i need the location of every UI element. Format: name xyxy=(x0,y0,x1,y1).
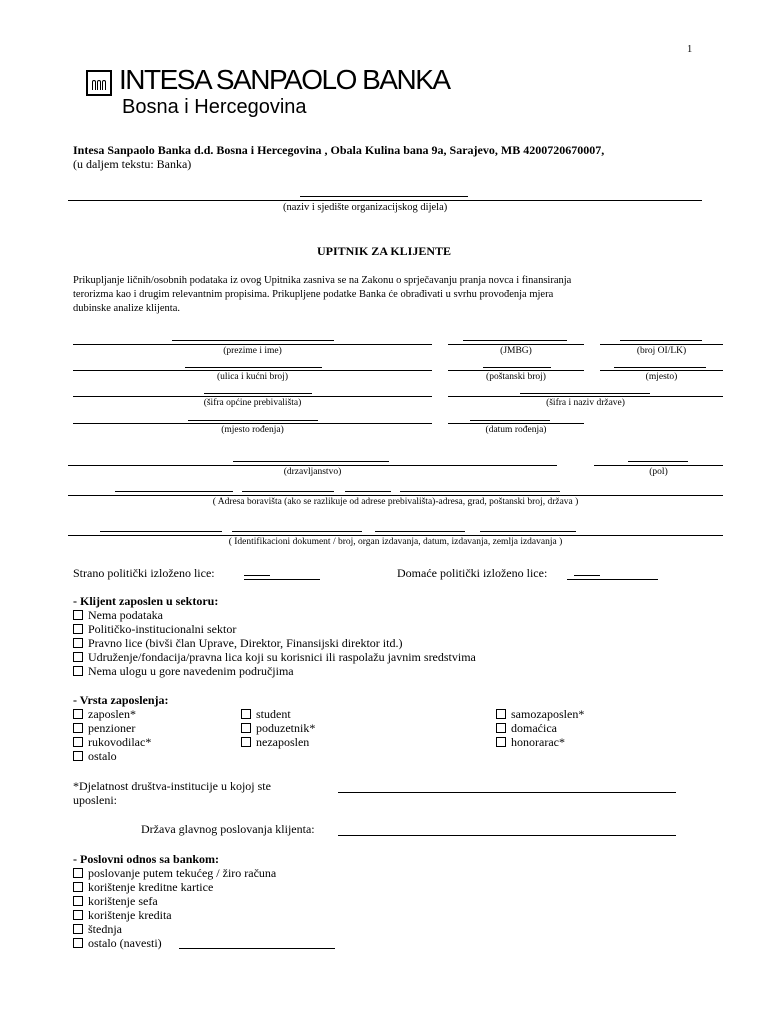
foreign-pep-label: Strano politički izloženo lice: xyxy=(73,566,215,580)
employment-option[interactable] xyxy=(241,735,309,750)
checkbox-icon[interactable] xyxy=(73,882,83,892)
sex-short-line xyxy=(628,461,688,462)
relations-other-field[interactable] xyxy=(179,948,335,949)
checkbox-icon[interactable] xyxy=(73,723,83,733)
checkbox-icon[interactable] xyxy=(241,723,251,733)
country-field[interactable] xyxy=(448,396,723,397)
checkbox-icon[interactable] xyxy=(73,751,83,761)
checkbox-icon[interactable] xyxy=(73,737,83,747)
residence-field[interactable] xyxy=(68,495,723,496)
sex-field[interactable] xyxy=(594,465,723,466)
org-unit-line[interactable] xyxy=(300,196,468,197)
activity-label-1: *Djelatnost društva-institucije u kojoj ste xyxy=(73,779,271,793)
arches-icon xyxy=(86,70,112,96)
employment-option-label: samozaposlen* xyxy=(511,707,585,721)
employment-option[interactable] xyxy=(241,707,291,722)
employment-option[interactable] xyxy=(241,721,315,736)
sector-heading: - Klijent zaposlen u sektoru: xyxy=(73,594,219,608)
identification-segment-1 xyxy=(100,531,222,532)
birthplace-short-line xyxy=(188,420,318,421)
sex-caption: (pol) xyxy=(649,467,668,477)
intro-line-3: dubinske analize klijenta. xyxy=(73,303,181,314)
checkbox-icon[interactable] xyxy=(241,737,251,747)
checkbox-icon[interactable] xyxy=(73,638,83,648)
employment-option-label: zaposlen* xyxy=(88,707,136,721)
citizenship-short-line xyxy=(233,461,389,462)
relations-option[interactable] xyxy=(73,880,213,895)
checkbox-icon[interactable] xyxy=(73,924,83,934)
identification-segment-4 xyxy=(480,531,576,532)
employment-heading: - Vrsta zaposlenja: xyxy=(73,693,169,707)
employment-option[interactable] xyxy=(496,735,565,750)
sector-option[interactable] xyxy=(73,622,236,637)
municipality-field[interactable] xyxy=(73,396,432,397)
sector-option-label: Udruženje/fondacija/pravna lica koji su korisnici ili raspolažu javnim sredstvima xyxy=(88,650,476,664)
employment-option-label: poduzetnik* xyxy=(256,721,316,735)
country-caption: (šifra i naziv države) xyxy=(546,398,625,408)
employment-option-label: rukovodilac* xyxy=(88,735,152,749)
logo-name: INTESA SANPAOLO BANKA xyxy=(119,64,450,95)
relations-other-label: ostalo (navesti) xyxy=(88,936,162,950)
employment-option[interactable] xyxy=(496,721,557,736)
birthdate-short-line xyxy=(470,420,550,421)
employment-option-label: penzioner xyxy=(88,721,136,735)
checkbox-icon[interactable] xyxy=(73,666,83,676)
place-field[interactable] xyxy=(600,370,723,371)
relations-option[interactable] xyxy=(73,922,122,937)
sector-option-label: Nema podataka xyxy=(88,608,163,622)
employment-option-label: ostalo xyxy=(88,749,117,763)
relations-option[interactable] xyxy=(73,908,172,923)
street-caption: (ulica i kućni broj) xyxy=(217,372,288,382)
checkbox-icon[interactable] xyxy=(73,610,83,620)
intro-line-2: terorizma kao i drugim relevantnim propisima. Prikupljene podatke Banka će obrađivati u svrhu provođenja mjera xyxy=(73,289,554,300)
activity-label-2: uposleni: xyxy=(73,793,117,807)
sector-option[interactable] xyxy=(73,636,402,651)
employment-option[interactable] xyxy=(73,707,136,722)
name-field[interactable] xyxy=(73,344,432,345)
place-caption: (mjesto) xyxy=(645,372,678,382)
employment-option-label: honorarac* xyxy=(511,735,565,749)
relations-option[interactable] xyxy=(73,894,158,909)
relations-option-label: korištenje sefa xyxy=(88,894,158,908)
page-title: UPITNIK ZA KLIJENTE xyxy=(316,244,452,258)
relations-option-label: štednja xyxy=(88,922,122,936)
residence-caption: ( Adresa boravišta (ako se razlikuje od adrese prebivališta)-adresa, grad, poštanski broj, država ) xyxy=(212,497,579,507)
sector-option[interactable] xyxy=(73,608,163,623)
citizenship-field[interactable] xyxy=(68,465,557,466)
jmbg-short-line xyxy=(463,340,567,341)
domestic-pep-short-line xyxy=(574,575,600,576)
id-number-field[interactable] xyxy=(600,344,723,345)
birthplace-caption: (mjesto rođenja) xyxy=(221,425,284,435)
place-short-line xyxy=(614,367,706,368)
checkbox-icon[interactable] xyxy=(73,868,83,878)
identification-field[interactable] xyxy=(68,535,723,536)
domestic-pep-label: Domaće politički izloženo lice: xyxy=(397,566,548,580)
bank-note: (u daljem tekstu: Banka) xyxy=(73,157,192,171)
checkbox-icon[interactable] xyxy=(73,652,83,662)
employment-option[interactable] xyxy=(496,707,584,722)
residence-segment-4 xyxy=(400,491,560,492)
id-number-caption: (broj OI/LK) xyxy=(636,346,687,356)
checkbox-icon[interactable] xyxy=(73,709,83,719)
checkbox-icon[interactable] xyxy=(241,709,251,719)
relations-option-label: korištenje kreditne kartice xyxy=(88,880,214,894)
checkbox-icon[interactable] xyxy=(73,910,83,920)
checkbox-icon[interactable] xyxy=(496,723,506,733)
citizenship-caption: (drzavljanstvo) xyxy=(283,467,342,477)
identification-caption: ( Identifikacioni dokument / broj, organ izdavanja, datum, izdavanja, zemlja izdavanja ) xyxy=(228,537,563,547)
sector-option[interactable] xyxy=(73,664,294,679)
employment-option-label: domaćica xyxy=(511,721,557,735)
identification-segment-2 xyxy=(232,531,362,532)
logo-subtitle: Bosna i Hercegovina xyxy=(122,96,307,118)
checkbox-icon[interactable] xyxy=(73,624,83,634)
street-field[interactable] xyxy=(73,370,432,371)
postal-caption: (poštanski broj) xyxy=(486,372,546,382)
municipality-caption: (šifra općine prebivališta) xyxy=(203,398,302,408)
activity-field[interactable] xyxy=(338,792,676,793)
employment-option-label: student xyxy=(256,707,291,721)
sector-option[interactable] xyxy=(73,650,476,665)
name-short-line xyxy=(172,340,334,341)
residence-segment-1 xyxy=(115,491,233,492)
identification-segment-3 xyxy=(375,531,465,532)
page-number: 1 xyxy=(687,44,693,55)
relations-heading: - Poslovni odnos sa bankom: xyxy=(73,852,220,866)
checkbox-icon[interactable] xyxy=(73,896,83,906)
org-unit-label: (naziv i sjedište organizacijskog dijela) xyxy=(283,202,448,213)
employment-option[interactable] xyxy=(73,735,151,750)
checkbox-icon[interactable] xyxy=(496,709,506,719)
relations-option-other[interactable] xyxy=(73,936,162,951)
birthdate-field[interactable] xyxy=(448,423,584,424)
relations-option-label: poslovanje putem tekućeg / žiro računa xyxy=(88,866,277,880)
postal-field[interactable] xyxy=(448,370,584,371)
employment-option-label: nezaposlen xyxy=(256,735,310,749)
sector-option-label: Nema ulogu u gore navedenim područjima xyxy=(88,664,294,678)
jmbg-caption: (JMBG) xyxy=(500,346,532,356)
bank-line: Intesa Sanpaolo Banka d.d. Bosna i Hercegovina , Obala Kulina bana 9a, Sarajevo, MB 4200720670007, xyxy=(73,143,605,157)
checkbox-icon[interactable] xyxy=(496,737,506,747)
domestic-pep-field[interactable] xyxy=(567,579,658,580)
name-caption: (prezime i ime) xyxy=(223,346,282,356)
country-business-field[interactable] xyxy=(338,835,676,836)
relations-option-label: korištenje kredita xyxy=(88,908,172,922)
residence-segment-3 xyxy=(345,491,391,492)
country-short-line xyxy=(520,393,650,394)
foreign-pep-field[interactable] xyxy=(244,579,320,580)
postal-short-line xyxy=(483,367,551,368)
foreign-pep-short-line xyxy=(244,575,270,576)
org-unit-line-full xyxy=(68,200,702,201)
residence-segment-2 xyxy=(242,491,334,492)
relations-option[interactable] xyxy=(73,866,276,881)
checkbox-icon[interactable] xyxy=(73,938,83,948)
birthdate-caption: (datum rođenja) xyxy=(485,425,547,435)
municipality-short-line xyxy=(204,393,312,394)
birthplace-field[interactable] xyxy=(73,423,432,424)
intro-line-1: Prikupljanje ličnih/osobnih podataka iz ovog Upitnika zasniva se na Zakonu o sprječavanju pranja novca i finansiranja xyxy=(73,275,572,286)
id-short-line xyxy=(620,340,702,341)
country-business-label: Država glavnog poslovanja klijenta: xyxy=(141,822,315,836)
sector-option-label: Pravno lice (bivši član Uprave, Direktor, Finansijski direktor itd.) xyxy=(88,636,403,650)
street-short-line xyxy=(185,367,322,368)
employment-option[interactable] xyxy=(73,721,135,736)
jmbg-field[interactable] xyxy=(448,344,584,345)
employment-option[interactable] xyxy=(73,749,117,764)
sector-option-label: Političko-institucionalni sektor xyxy=(88,622,237,636)
